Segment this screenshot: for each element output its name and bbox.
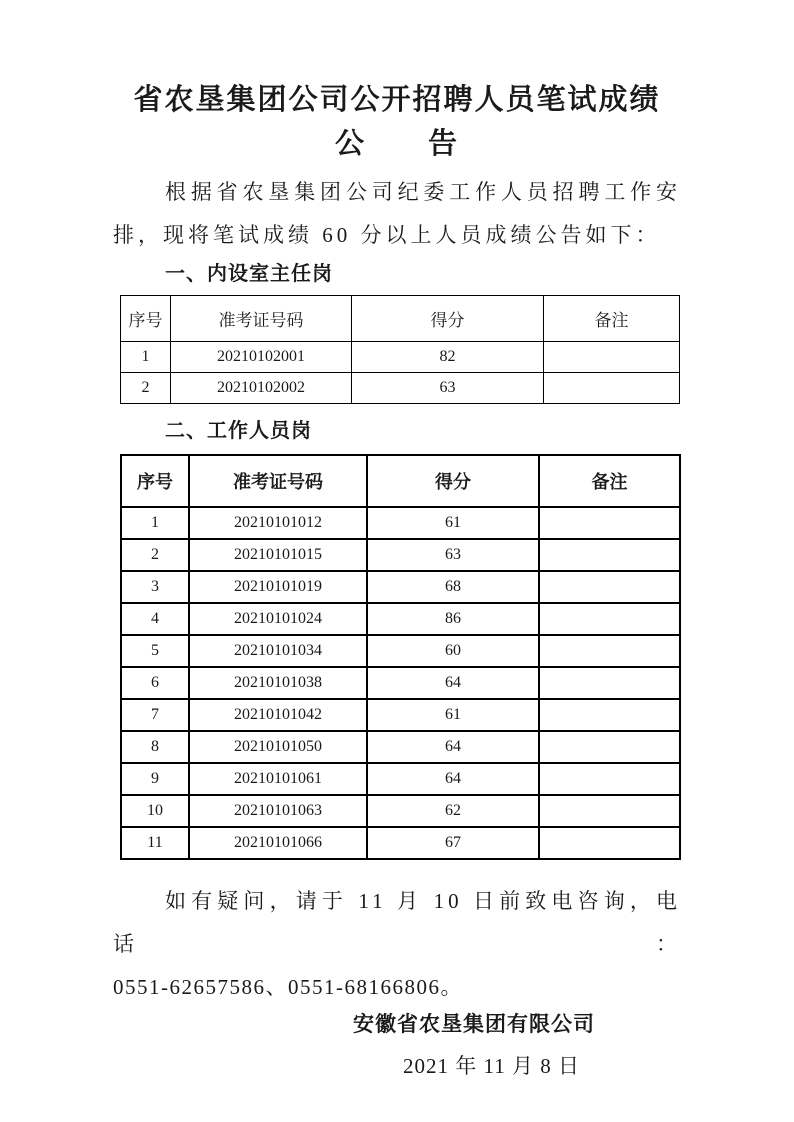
column-header: 备注 bbox=[539, 455, 680, 507]
table-cell: 8 bbox=[121, 731, 189, 763]
table-cell: 68 bbox=[367, 571, 539, 603]
table-row bbox=[121, 571, 680, 603]
table-cell: 2 bbox=[121, 373, 171, 404]
table-cell: 11 bbox=[121, 827, 189, 859]
table-cell bbox=[539, 539, 680, 571]
table-row bbox=[121, 603, 680, 635]
intro-line2: 排，现将笔试成绩 60 分以上人员成绩公告如下： bbox=[113, 223, 661, 247]
table-cell bbox=[539, 827, 680, 859]
table-row bbox=[121, 763, 680, 795]
table-cell bbox=[539, 507, 680, 539]
table-row bbox=[121, 667, 680, 699]
table-cell: 20210101063 bbox=[189, 795, 367, 827]
table-cell: 20210101024 bbox=[189, 603, 367, 635]
column-header: 得分 bbox=[352, 296, 544, 342]
table-cell: 63 bbox=[367, 539, 539, 571]
table-cell bbox=[539, 763, 680, 795]
table-cell: 20210101050 bbox=[189, 731, 367, 763]
table-row bbox=[121, 827, 680, 859]
table-cell: 61 bbox=[367, 699, 539, 731]
table-cell: 20210101061 bbox=[189, 763, 367, 795]
section1-score-table bbox=[120, 295, 680, 404]
table-row bbox=[121, 373, 680, 404]
table-cell: 61 bbox=[367, 507, 539, 539]
issuer-signature: 安徽省农垦集团有限公司 bbox=[353, 1012, 595, 1036]
column-header: 准考证号码 bbox=[189, 455, 367, 507]
section1-heading: 一、内设室主任岗 bbox=[165, 263, 333, 285]
table-cell: 3 bbox=[121, 571, 189, 603]
table-cell: 20210102001 bbox=[171, 342, 352, 373]
section2-score-table bbox=[120, 454, 681, 860]
table-cell: 20210102002 bbox=[171, 373, 352, 404]
table-cell: 2 bbox=[121, 539, 189, 571]
table-row bbox=[121, 507, 680, 539]
closing-line2: 0551-62657586、0551-68166806。 bbox=[113, 975, 463, 999]
table-cell: 86 bbox=[367, 603, 539, 635]
section2-heading: 二、工作人员岗 bbox=[165, 420, 312, 442]
table-cell: 20210101015 bbox=[189, 539, 367, 571]
table-cell bbox=[539, 571, 680, 603]
table-cell: 64 bbox=[367, 731, 539, 763]
document-title-line1: 省农垦集团公司公开招聘人员笔试成绩 bbox=[133, 84, 661, 116]
table-cell: 1 bbox=[121, 507, 189, 539]
table-cell bbox=[544, 342, 680, 373]
table-cell: 64 bbox=[367, 667, 539, 699]
table-cell: 7 bbox=[121, 699, 189, 731]
table-cell: 20210101038 bbox=[189, 667, 367, 699]
column-header: 序号 bbox=[121, 296, 171, 342]
table-row bbox=[121, 539, 680, 571]
table-cell: 67 bbox=[367, 827, 539, 859]
table-cell: 60 bbox=[367, 635, 539, 667]
table-cell: 82 bbox=[352, 342, 544, 373]
table-cell: 20210101012 bbox=[189, 507, 367, 539]
column-header: 序号 bbox=[121, 455, 189, 507]
table-cell bbox=[539, 699, 680, 731]
document-title-line2: 公 告 bbox=[334, 128, 459, 160]
table-row bbox=[121, 699, 680, 731]
column-header: 备注 bbox=[544, 296, 680, 342]
intro-paragraph bbox=[113, 171, 681, 257]
table-cell bbox=[539, 603, 680, 635]
table-cell: 1 bbox=[121, 342, 171, 373]
column-header: 准考证号码 bbox=[171, 296, 352, 342]
table-cell: 64 bbox=[367, 763, 539, 795]
table-cell bbox=[539, 635, 680, 667]
closing-paragraph bbox=[113, 880, 681, 1009]
table-cell: 9 bbox=[121, 763, 189, 795]
table-header-row bbox=[121, 455, 680, 507]
table-row bbox=[121, 342, 680, 373]
table-row bbox=[121, 795, 680, 827]
table-cell: 20210101019 bbox=[189, 571, 367, 603]
table-cell bbox=[539, 795, 680, 827]
table-cell: 20210101042 bbox=[189, 699, 367, 731]
table-cell: 62 bbox=[367, 795, 539, 827]
intro-line1: 根据省农垦集团公司纪委工作人员招聘工作安 bbox=[165, 180, 681, 204]
table-row bbox=[121, 731, 680, 763]
column-header: 得分 bbox=[367, 455, 539, 507]
table-cell bbox=[544, 373, 680, 404]
table-row bbox=[121, 635, 680, 667]
closing-line1: 如有疑问，请于 11 月 10 日前致电咨询，电话： bbox=[113, 889, 681, 956]
table-cell: 20210101066 bbox=[189, 827, 367, 859]
table-cell bbox=[539, 731, 680, 763]
table-header-row bbox=[121, 296, 680, 342]
table-cell: 4 bbox=[121, 603, 189, 635]
table-cell: 20210101034 bbox=[189, 635, 367, 667]
table-cell: 5 bbox=[121, 635, 189, 667]
table-cell: 6 bbox=[121, 667, 189, 699]
issue-date: 2021 年 11 月 8 日 bbox=[403, 1054, 580, 1078]
table-cell: 10 bbox=[121, 795, 189, 827]
table-cell bbox=[539, 667, 680, 699]
table-cell: 63 bbox=[352, 373, 544, 404]
